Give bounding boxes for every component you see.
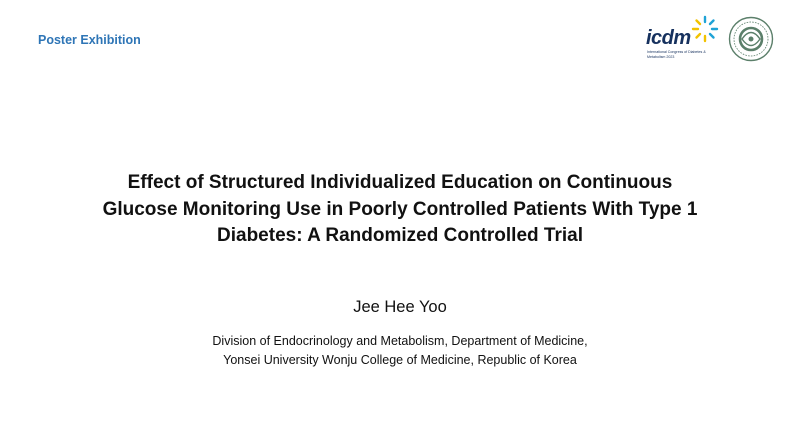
- affiliation-line: Division of Endocrinology and Metabolism, Department of Medicine,: [212, 334, 588, 348]
- author-name: Jee Hee Yoo: [353, 298, 447, 316]
- affiliation-line: Yonsei University Wonju College of Medicine, Republic of Korea: [223, 353, 577, 367]
- icdm-logo: [644, 14, 720, 62]
- title-line: Diabetes: A Randomized Controlled Trial: [217, 225, 583, 246]
- affiliation: [0, 332, 800, 370]
- title-line: Effect of Structured Individualized Education on Continuous: [127, 172, 673, 193]
- icdm-wordmark: icdm: [646, 27, 691, 49]
- spark-icon: [690, 14, 720, 44]
- icdm-subtitle: International Congress of Diabetes & Metabolism 2023: [647, 50, 706, 59]
- title-line: Glucose Monitoring Use in Poorly Controlled Patients With Type 1: [102, 198, 698, 220]
- poster-title: [30, 170, 770, 250]
- kda-emblem-icon: [728, 16, 774, 62]
- header-logos: [644, 14, 780, 62]
- category-label: Poster Exhibition: [38, 33, 141, 47]
